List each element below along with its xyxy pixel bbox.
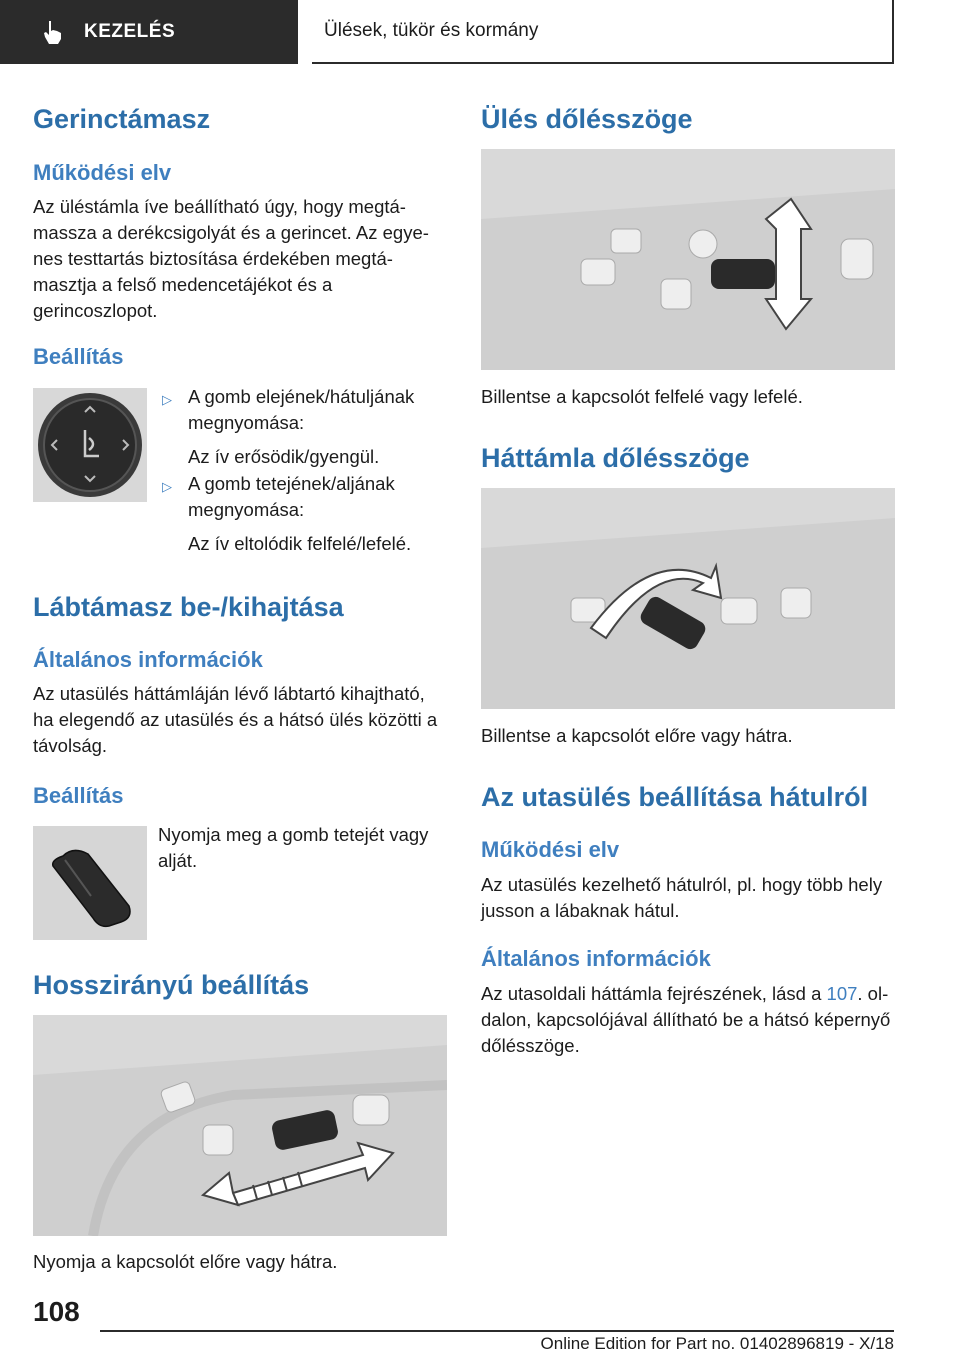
header-section-tab: [0, 0, 298, 64]
footer-divider: [100, 1330, 894, 1332]
longitudinal-switch-image: [33, 1015, 447, 1236]
tilt-title: Ülés dőlésszöge: [481, 104, 693, 134]
rear-info-heading: Általános információk: [481, 946, 711, 971]
lumbar-principle-heading: Működési elv: [33, 160, 172, 185]
backrest-title: Háttámla dőlésszöge: [481, 443, 750, 473]
backrest-switch-image: [481, 488, 895, 709]
rear-info-text: Az utasoldali háttámla fejrészének, lásd a 107. ol- dalon, kapcsolójával állítható be a hátsó képernyő dőlésszöge.: [481, 983, 891, 1056]
lumbar-button-image: [33, 388, 147, 502]
footrest-adjust-text: Nyomja meg a gomb tetejét vagy alját.: [158, 824, 429, 871]
triangle-right-icon: ▷: [162, 479, 172, 494]
lumbar-title: Gerinctámasz: [33, 104, 211, 134]
lumbar-bullet-2: A gomb tetejének/aljának megnyomása: Az ív eltolódik felfelé/lefelé.: [188, 473, 412, 554]
tilt-caption: Billentse a kapcsolót felfelé vagy lefelé.: [481, 386, 803, 407]
footrest-adjust-heading: Beállítás: [33, 783, 124, 808]
rear-principle-text: Az utasülés kezelhető hátulról, pl. hogy több hely jusson a lábaknak hátul.: [481, 874, 883, 921]
lumbar-principle-text: Az üléstámla íve beállítható úgy, hogy megtá- massza a derékcsigolyát és a gerincet. Az egye- nes testtartás biztosítása érdekében megtá- masztja a felső medencetájékot és a gerincoszlopot.: [33, 196, 429, 321]
longitudinal-title: Hosszirányú beállítás: [33, 970, 310, 1000]
lumbar-bullet-1: A gomb elejének/hátuljának megnyomása: Az ív erősödik/gyengül.: [188, 386, 415, 467]
backrest-caption: Billentse a kapcsolót előre vagy hátra.: [481, 725, 793, 746]
footrest-info-text: Az utasülés háttámláján lévő lábtartó kihajtható, ha elegendő az utasülés és a hátsó ülés közötti a távolság.: [33, 683, 438, 756]
rear-adjust-title: Az utasülés beállítása hátulról: [481, 782, 869, 812]
page-number: 108: [33, 1296, 80, 1327]
footrest-info-heading: Általános információk: [33, 647, 263, 672]
hand-pointer-icon: [40, 19, 66, 45]
section-label: KEZELÉS: [84, 21, 176, 42]
footrest-button-image: [33, 826, 147, 940]
chapter-label: Ülések, tükör és kormány: [324, 20, 539, 41]
rear-principle-heading: Működési elv: [481, 837, 620, 862]
chapter-title: [312, 0, 894, 64]
tilt-switch-image: [481, 149, 895, 370]
lumbar-adjust-heading: Beállítás: [33, 344, 124, 369]
triangle-right-icon: ▷: [162, 392, 172, 407]
longitudinal-caption: Nyomja a kapcsolót előre vagy hátra.: [33, 1251, 338, 1272]
edition-note: Online Edition for Part no. 01402896819 - X/18: [540, 1334, 894, 1353]
footrest-title: Lábtámasz be-/kihajtása: [33, 592, 344, 622]
page-link-107[interactable]: 107: [826, 983, 858, 1004]
